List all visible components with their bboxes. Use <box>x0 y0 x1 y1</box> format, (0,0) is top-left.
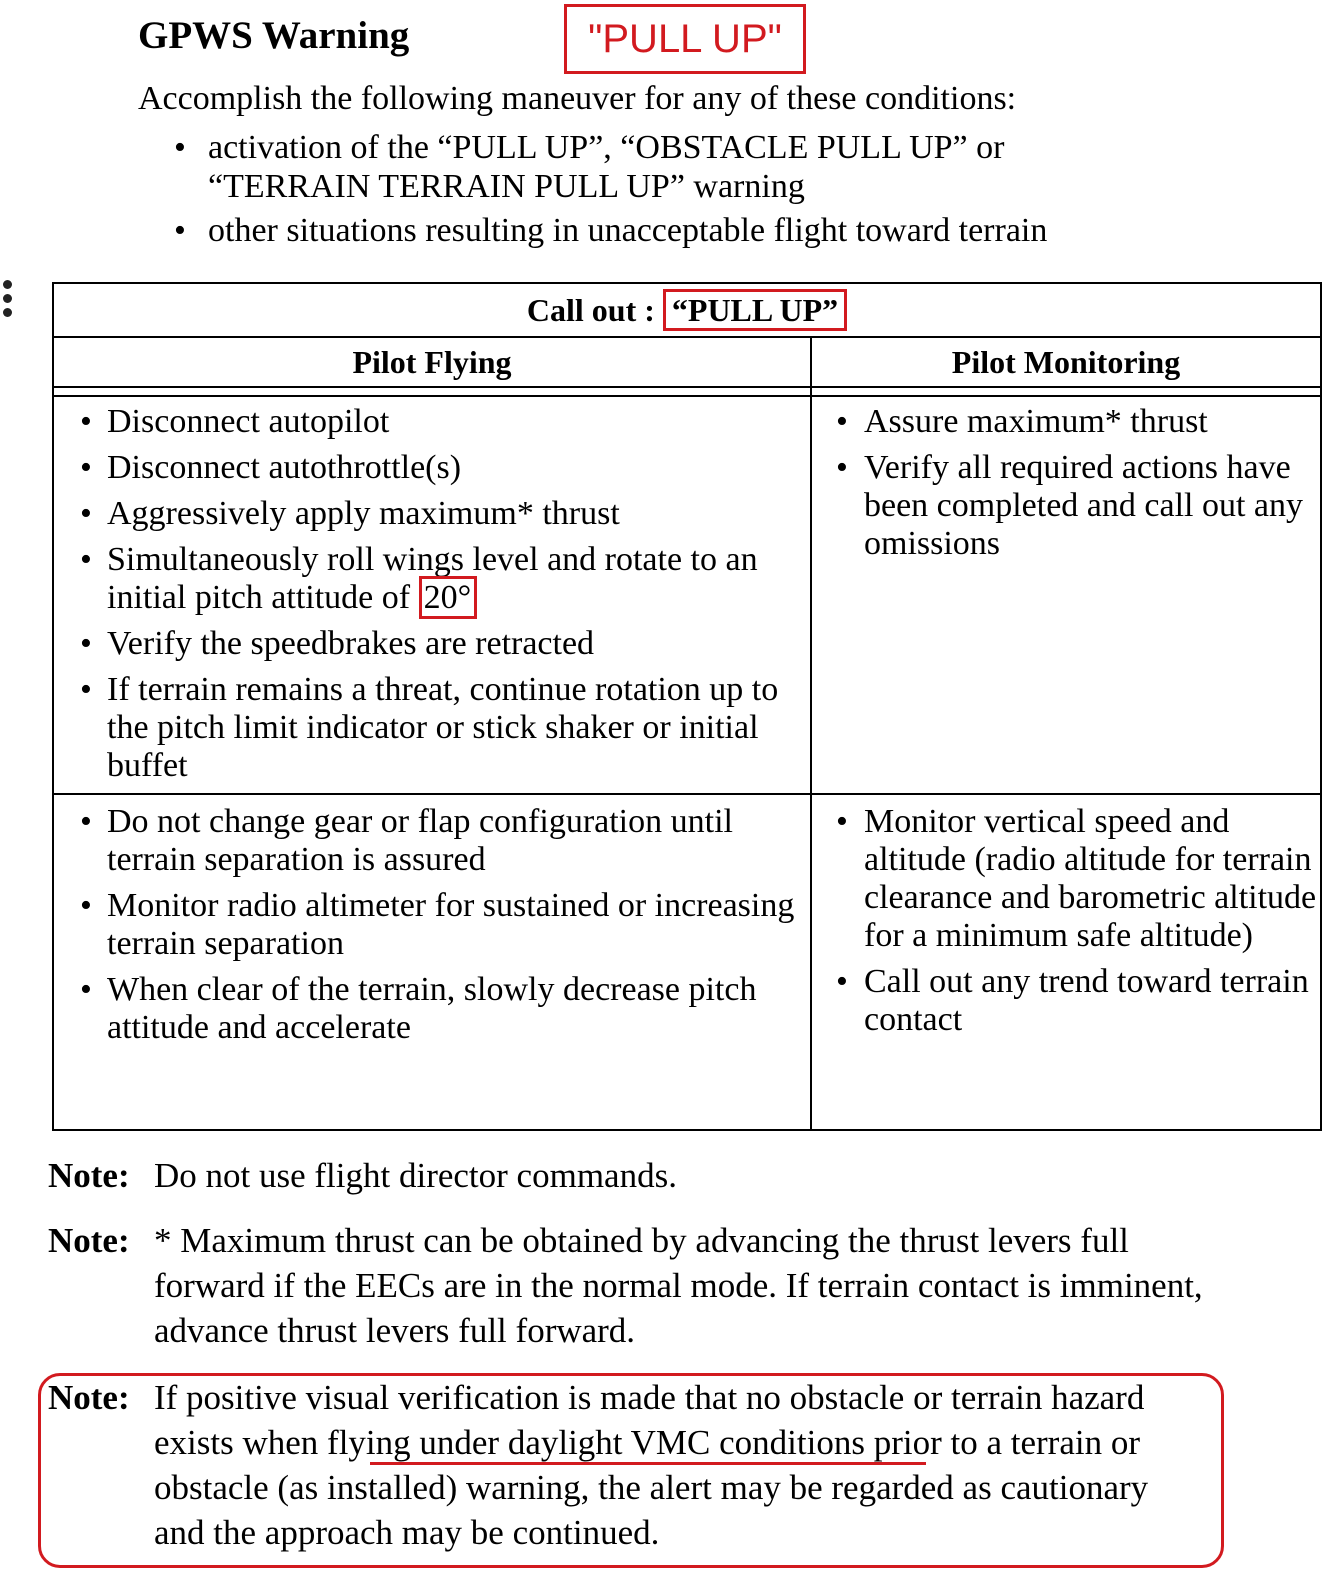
list-item: • Monitor radio altimeter for sustained or increasing terrain separation <box>54 887 810 963</box>
note-text: Do not use flight director commands. <box>154 1156 677 1195</box>
note-text: * Maximum thrust can be obtained by advancing the thrust levers full forward if the EECs are in the normal mode. If terrain contact is imminent, advance thrust levers full forward. <box>154 1221 1203 1350</box>
note-1 <box>48 1153 1214 1198</box>
list-item: • If terrain remains a threat, continue rotation up to the pitch limit indicator or stick shaker or initial buffet <box>54 671 810 785</box>
list-item: • Verify the speedbrakes are retracted <box>54 625 810 663</box>
condition-bullet: • <box>174 129 186 166</box>
pilot-monitoring-block-2 <box>811 794 1321 1130</box>
condition-line: “TERRAIN TERRAIN PULL UP” warning <box>208 168 805 205</box>
callout-row <box>53 283 1321 337</box>
pitch-attitude-value: 20° <box>419 576 478 619</box>
note-label: Note: <box>48 1378 130 1417</box>
note-2 <box>48 1218 1222 1353</box>
pull-up-callout-badge: "PULL UP" <box>564 4 806 74</box>
callout-label: Call out : <box>526 291 663 328</box>
list-item: • Verify all required actions have been completed and call out any omissions <box>812 449 1320 563</box>
list-item: • Aggressively apply maximum* thrust <box>54 495 810 533</box>
intro-text: Accomplish the following maneuver for any of these conditions: <box>138 80 1017 117</box>
note-label: Note: <box>48 1156 130 1195</box>
condition-bullet: • <box>174 212 186 249</box>
list-item: • Monitor vertical speed and altitude (radio altitude for terrain clearance and barometric altitude for a minimum safe altitude) <box>812 803 1320 955</box>
procedure-table <box>52 282 1322 1131</box>
pilot-monitoring-block-1 <box>811 396 1321 794</box>
note-text: If positive visual verification is made that no obstacle or terrain hazard exists when flying under daylight VMC conditions prior to a terrain or obstacle (as installed) warning, the alert may be regarded as cautionary and the approach may be continued. <box>154 1378 1149 1552</box>
list-item: • Disconnect autopilot <box>54 403 810 441</box>
daylight-vmc-underline <box>370 1462 926 1465</box>
list-item: • Assure maximum* thrust <box>812 403 1320 441</box>
list-item: • When clear of the terrain, slowly decrease pitch attitude and accelerate <box>54 971 810 1047</box>
list-item: • Call out any trend toward terrain contact <box>812 963 1320 1039</box>
column-header-pilot-flying: Pilot Flying <box>53 337 811 387</box>
list-item: • Disconnect autothrottle(s) <box>54 449 810 487</box>
note-highlight-box <box>38 1373 1224 1568</box>
column-header-pilot-monitoring: Pilot Monitoring <box>811 337 1321 387</box>
condition-line: other situations resulting in unacceptable flight toward terrain <box>208 212 1048 249</box>
condition-line: activation of the “PULL UP”, “OBSTACLE PULL UP” or <box>208 129 1005 166</box>
pilot-flying-block-1 <box>53 396 811 794</box>
list-item: • Do not change gear or flap configuration until terrain separation is assured <box>54 803 810 879</box>
note-label: Note: <box>48 1221 130 1260</box>
callout-value: “PULL UP” <box>663 289 847 331</box>
more-options-icon[interactable] <box>2 280 16 322</box>
list-item: • Simultaneously roll wings level and rotate to an initial pitch attitude of 20° <box>54 541 810 617</box>
page-title: GPWS Warning <box>138 14 410 57</box>
pilot-flying-block-2 <box>53 794 811 1130</box>
